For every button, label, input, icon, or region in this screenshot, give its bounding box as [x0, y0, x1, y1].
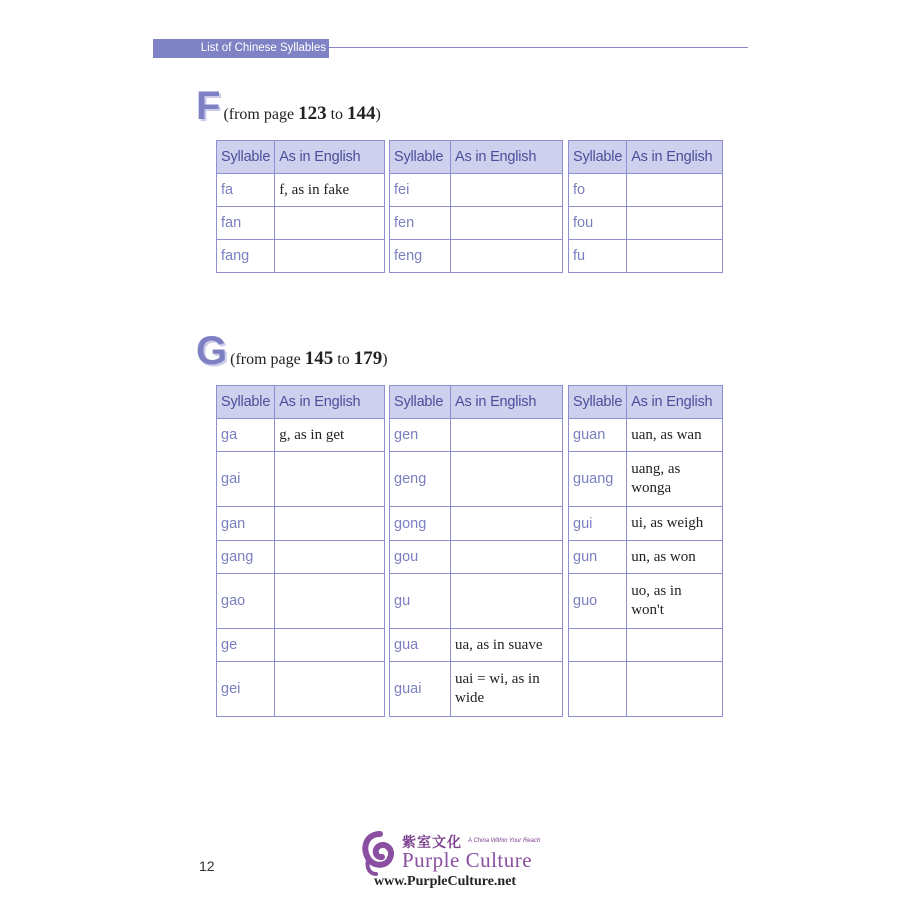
- english-cell: [627, 240, 723, 273]
- table-row: [569, 207, 723, 240]
- syllable-cell: feng: [390, 240, 451, 273]
- english-cell: f, as in fake: [275, 174, 385, 207]
- table-row: [217, 507, 385, 541]
- syllable-cell: fou: [569, 207, 627, 240]
- table-row: [217, 452, 385, 507]
- table-row: [569, 541, 723, 574]
- english-cell: [275, 629, 385, 662]
- table-header-row: [217, 141, 385, 174]
- table-row: [569, 574, 723, 629]
- header-rule: [329, 47, 748, 48]
- table-row: [569, 452, 723, 507]
- syllable-column-header: Syllable: [390, 386, 451, 419]
- english-cell: [275, 574, 385, 629]
- english-cell: [275, 541, 385, 574]
- table-header-row: [390, 386, 563, 419]
- syllable-cell: gong: [390, 507, 451, 541]
- syllable-cell: gui: [569, 507, 627, 541]
- section-letter: F: [196, 84, 221, 128]
- table-row: [569, 419, 723, 452]
- english-cell: [275, 507, 385, 541]
- syllable-cell: fan: [217, 207, 275, 240]
- syllable-cell: fang: [217, 240, 275, 273]
- english-cell: [451, 207, 563, 240]
- syllable-cell: geng: [390, 452, 451, 507]
- english-cell: ui, as weigh: [627, 507, 723, 541]
- swirl-logo-icon: [360, 830, 400, 876]
- syllable-cell: ga: [217, 419, 275, 452]
- table-row: [390, 207, 563, 240]
- english-column-header: As in English: [275, 386, 385, 419]
- syllable-cell: [569, 629, 627, 662]
- table-row: [390, 629, 563, 662]
- table-row: [569, 507, 723, 541]
- page-range: (from page 123 to 144): [223, 103, 381, 124]
- english-cell: uan, as wan: [627, 419, 723, 452]
- syllable-cell: gei: [217, 662, 275, 717]
- english-cell: [627, 174, 723, 207]
- table-row: [390, 574, 563, 629]
- table-row: [390, 507, 563, 541]
- english-cell: un, as won: [627, 541, 723, 574]
- english-column-header: As in English: [275, 141, 385, 174]
- page-range: (from page 145 to 179): [230, 348, 388, 369]
- syllable-cell: gai: [217, 452, 275, 507]
- syllable-cell: fa: [217, 174, 275, 207]
- syllable-table: [216, 385, 385, 717]
- syllable-cell: gun: [569, 541, 627, 574]
- syllable-column-header: Syllable: [569, 141, 627, 174]
- english-column-header: As in English: [627, 141, 723, 174]
- table-row: [217, 174, 385, 207]
- syllable-cell: gou: [390, 541, 451, 574]
- syllable-cell: [569, 662, 627, 717]
- syllable-cell: fen: [390, 207, 451, 240]
- syllable-cell: guang: [569, 452, 627, 507]
- section-g-heading: [196, 329, 388, 379]
- english-cell: [451, 174, 563, 207]
- english-column-header: As in English: [451, 386, 563, 419]
- english-cell: [275, 207, 385, 240]
- syllable-table: [389, 140, 563, 273]
- english-column-header: As in English: [451, 141, 563, 174]
- english-cell: [627, 629, 723, 662]
- logo-name: Purple Culture: [402, 848, 533, 872]
- syllable-cell: gang: [217, 541, 275, 574]
- syllable-cell: gao: [217, 574, 275, 629]
- syllable-column-header: Syllable: [217, 141, 275, 174]
- syllable-table: [389, 385, 563, 717]
- syllable-table: [568, 385, 723, 717]
- syllable-cell: gu: [390, 574, 451, 629]
- english-cell: [275, 662, 385, 717]
- table-row: [217, 662, 385, 717]
- english-cell: [451, 574, 563, 629]
- table-header-row: [217, 386, 385, 419]
- syllable-column-header: Syllable: [217, 386, 275, 419]
- syllable-table: [216, 140, 385, 273]
- table-header-row: [569, 141, 723, 174]
- table-row: [390, 541, 563, 574]
- english-cell: [451, 452, 563, 507]
- table-row: [217, 629, 385, 662]
- running-header: [153, 39, 329, 58]
- logo-tagline: A China Within Your Reach: [468, 838, 541, 844]
- english-column-header: As in English: [627, 386, 723, 419]
- english-cell: g, as in get: [275, 419, 385, 452]
- table-row: [569, 629, 723, 662]
- syllable-cell: guo: [569, 574, 627, 629]
- publisher-logo: [360, 826, 550, 896]
- table-row: [390, 174, 563, 207]
- section-letter: G: [196, 329, 228, 373]
- syllable-cell: gen: [390, 419, 451, 452]
- syllable-cell: fei: [390, 174, 451, 207]
- running-header-title: List of Chinese Syllables: [200, 42, 326, 54]
- table-row: [390, 662, 563, 717]
- logo-url: www.PurpleCulture.net: [374, 874, 517, 889]
- syllable-cell: ge: [217, 629, 275, 662]
- table-row: [217, 207, 385, 240]
- english-cell: uai = wi, as in wide: [451, 662, 563, 717]
- syllable-cell: gua: [390, 629, 451, 662]
- logo-chinese-text: 紫室文化: [402, 835, 462, 851]
- syllable-cell: guan: [569, 419, 627, 452]
- english-cell: [627, 207, 723, 240]
- table-row: [217, 541, 385, 574]
- page-number: 12: [199, 858, 215, 874]
- english-cell: [451, 507, 563, 541]
- english-cell: uo, as in won't: [627, 574, 723, 629]
- table-row: [217, 574, 385, 629]
- english-cell: [275, 240, 385, 273]
- table-row: [390, 419, 563, 452]
- english-cell: ua, as in suave: [451, 629, 563, 662]
- syllable-cell: fo: [569, 174, 627, 207]
- syllable-cell: fu: [569, 240, 627, 273]
- table-row: [390, 452, 563, 507]
- english-cell: [451, 240, 563, 273]
- table-row: [217, 240, 385, 273]
- syllable-column-header: Syllable: [390, 141, 451, 174]
- english-cell: [451, 541, 563, 574]
- syllable-table: [568, 140, 723, 273]
- table-row: [217, 419, 385, 452]
- syllable-column-header: Syllable: [569, 386, 627, 419]
- section-f-heading: [196, 84, 381, 134]
- english-cell: uang, as wonga: [627, 452, 723, 507]
- table-row: [390, 240, 563, 273]
- table-row: [569, 662, 723, 717]
- english-cell: [451, 419, 563, 452]
- table-header-row: [390, 141, 563, 174]
- table-header-row: [569, 386, 723, 419]
- table-row: [569, 240, 723, 273]
- english-cell: [627, 662, 723, 717]
- table-row: [569, 174, 723, 207]
- syllable-cell: guai: [390, 662, 451, 717]
- syllable-cell: gan: [217, 507, 275, 541]
- english-cell: [275, 452, 385, 507]
